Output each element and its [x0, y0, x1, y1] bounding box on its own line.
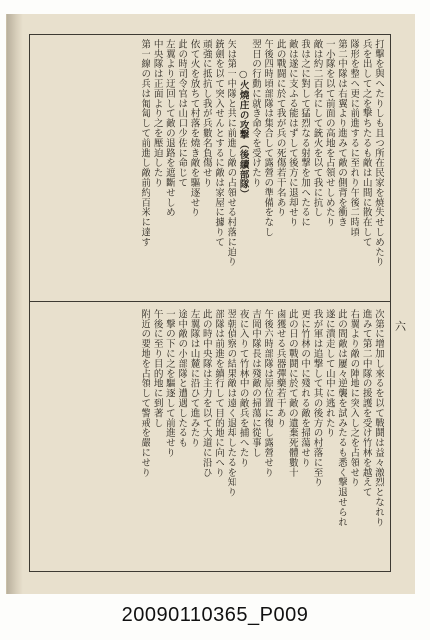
- text-column: 翌朝偵察の結果敵は遠く退却したるを知り: [225, 309, 237, 498]
- text-column: 附近の要地を占領して警戒を嚴にせり: [139, 309, 151, 478]
- lower-text-block: [36, 309, 384, 565]
- text-column: 進みて第二中隊の援護を受け竹林を越えて: [360, 309, 372, 498]
- text-column: 翌日の行動に就き命令を受けたり: [250, 39, 262, 188]
- text-column: 此の間敵は屢々逆襲を試みたるも悉く撃退せられ: [336, 309, 348, 527]
- text-column: 右翼より敵の陣地に突入し之を占領せり: [348, 309, 360, 488]
- scanned-sheet: [6, 14, 415, 594]
- text-column: 我が軍は追撃して其の後方の村落に至り: [311, 309, 323, 488]
- text-column: 部隊は前進を續行して目的地に向へり: [213, 309, 225, 478]
- text-column: 此の時中央隊は主力を以て大道に沿ひ: [200, 309, 212, 478]
- text-column: 頑強に抵抗し我が兵數名負傷せり: [200, 39, 212, 188]
- upper-text-block: [36, 39, 384, 297]
- text-column: 更に竹林の中に殘れる敵を掃蕩せり: [299, 309, 311, 468]
- text-column: 此の時司令官は山口少佐に命じて: [176, 39, 188, 188]
- text-column: 敵は遂に支ふる能はずして後方に退却せり: [286, 39, 298, 228]
- text-column: 打擊を與へたりしも且つ所在民家を焼失せしめたり: [373, 39, 384, 267]
- text-column: 隊形を整へ更に前進するに至れり午後二時頃: [348, 39, 360, 237]
- text-column: 矢は第一中隊と共に前進し敵の占領せる村落に迫り: [225, 39, 237, 267]
- text-column: 鹵獲せる兵器彈藥若干あり: [274, 309, 286, 428]
- text-column: 左翼隊は山麓に沿ひて進みたり: [188, 309, 200, 448]
- text-column: 中央隊は正面より之を壓迫したり: [151, 39, 163, 188]
- text-column: 一撃の下に之を驅逐して前進せり: [163, 309, 175, 458]
- text-column: 次第に增加し來るを以て戰鬪は益々激烈となれり: [373, 309, 384, 527]
- text-column: 途中敵の小部隊と遭遇したるも: [176, 309, 188, 448]
- text-column: 第二中隊は右翼より進みて敵の側背を衝き: [336, 39, 348, 228]
- binding-gutter: [7, 14, 23, 594]
- page-number: 六: [395, 320, 406, 333]
- page-frame: [29, 34, 391, 572]
- image-caption: 20090110365_P009: [121, 604, 309, 626]
- text-column: 兵を出して之を撃ちたるも敵は山間に散在して: [360, 39, 372, 247]
- text-column: 左翼より迂回して敵の退路を遮斷せしめ: [163, 39, 175, 218]
- text-column: 一小隊を以て前面の高地を占領せしめたり: [323, 39, 335, 228]
- text-column: 午後に至り目的地に到著し: [151, 309, 163, 428]
- text-column: 我は之に對して猛烈なる射撃を加へたるに: [299, 39, 311, 228]
- text-column: 銃劍を以て突入せんとするに敵は家屋に據りて: [213, 39, 225, 247]
- text-column: 吉岡中隊長は殘敵の掃蕩に從事し: [250, 309, 262, 458]
- text-column: 午後四時頃部隊は集合して露營の準備をなし: [262, 39, 274, 237]
- text-column: 敵は約二百名にして銃火を以て我に抗し: [311, 39, 323, 218]
- text-column: 依て火を放ちて村落を燒き敵を驅逐せり: [188, 39, 200, 218]
- text-column: 此の戰闘に於て我が兵の死傷若干名あり: [274, 39, 286, 218]
- document-page: [29, 28, 406, 576]
- text-column: 遂に潰走して山中に逃れたり: [323, 309, 335, 438]
- text-column: ○火燒庄の攻撃（後續部隊）: [237, 69, 249, 200]
- text-column: 夜に入りて竹林中の敵兵を捕へたり: [237, 309, 249, 468]
- text-column: 此の日の戰鬪に於て敵の遺棄死體數十: [286, 309, 298, 478]
- text-column: 第一線の兵は匍匐して前進し敵前約百米に達す: [139, 39, 151, 247]
- section-divider: [30, 301, 390, 302]
- text-column: 午後六時部隊は原位置に復し露營せり: [262, 309, 274, 478]
